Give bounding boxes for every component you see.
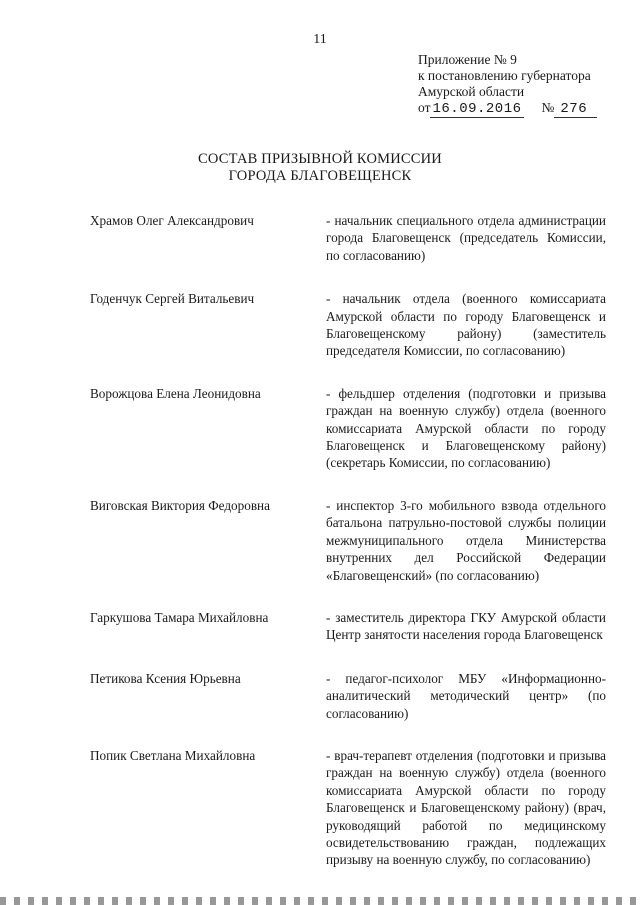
appendix-title: Приложение № 9: [418, 52, 517, 67]
title-line-2: ГОРОДА БЛАГОВЕЩЕНСК: [228, 168, 412, 184]
member-entry: [90, 747, 610, 869]
appendix-date-line: [418, 100, 597, 117]
appendix-region: Амурской области: [418, 84, 525, 99]
member-entry: [90, 497, 610, 584]
member-entry: [90, 212, 610, 264]
decree-number: 276: [554, 101, 597, 118]
decree-date: 16.09.2016: [432, 101, 522, 117]
appendix-reference: к постановлению губернатора: [418, 68, 591, 83]
appendix-header: [418, 52, 597, 117]
number-label: №: [541, 100, 555, 115]
member-name: Попик Светлана Михайловна: [90, 747, 256, 763]
document-title: [0, 151, 640, 185]
member-role: - заместитель директора ГКУ Амурской области Центр занятости населения города Благовещенск: [326, 609, 606, 643]
member-name: Петикова Ксения Юрьевна: [90, 670, 241, 686]
member-role: - инспектор 3-го мобильного взвода отдельного батальона патрульно-постовой службы полиции межмуниципального отдела Министерства внутренних дел Российской Федерации «Благовещенский» (по согласованию): [326, 497, 606, 583]
title-line-1: СОСТАВ ПРИЗЫВНОЙ КОМИССИИ: [198, 151, 442, 167]
member-name: Виговская Виктория Федоровна: [90, 497, 270, 513]
member-role: - врач-терапевт отделения (подготовки и призыва граждан на военную службу) отдела (военного комиссариата Амурской области по городу Благовещенск и Благовещенскому району) (врач, руководящий работой по медицинскому освидетельствованию граждан, подлежащих призыву на военную службу, по согласованию): [326, 747, 606, 868]
member-entry: [90, 290, 610, 360]
scan-edge-marks: [0, 897, 640, 905]
commission-members-list: [90, 212, 610, 869]
member-name: Храмов Олег Александрович: [90, 213, 254, 228]
member-entry: [90, 670, 610, 722]
member-entry: [90, 385, 610, 472]
member-role: - фельдшер отделения (подготовки и призыва граждан на военную службу) отдела (военного комиссариата Амурской области по городу Благовещенск и Благовещенскому району) (секретарь Комиссии, по согласованию): [326, 385, 606, 471]
member-role: - начальник специального отдела администрации города Благовещенск (председатель Комиссии, по согласованию): [326, 213, 606, 263]
member-name: Ворожцова Елена Леонидовна: [90, 385, 261, 401]
member-entry: [90, 609, 610, 644]
member-role: - начальник отдела (военного комиссариата Амурской области по городу Благовещенск и Благовещенскому району) (заместитель председателя Комиссии, по согласованию): [326, 291, 606, 359]
member-name: Годенчук Сергей Витальевич: [90, 291, 255, 307]
member-name: Гаркушова Тамара Михайловна: [90, 609, 269, 625]
date-prefix: от: [418, 100, 431, 115]
page-number: 11: [313, 32, 327, 47]
member-role: - педагог-психолог МБУ «Информационно-аналитический методический центр» (по согласованию): [326, 670, 606, 721]
